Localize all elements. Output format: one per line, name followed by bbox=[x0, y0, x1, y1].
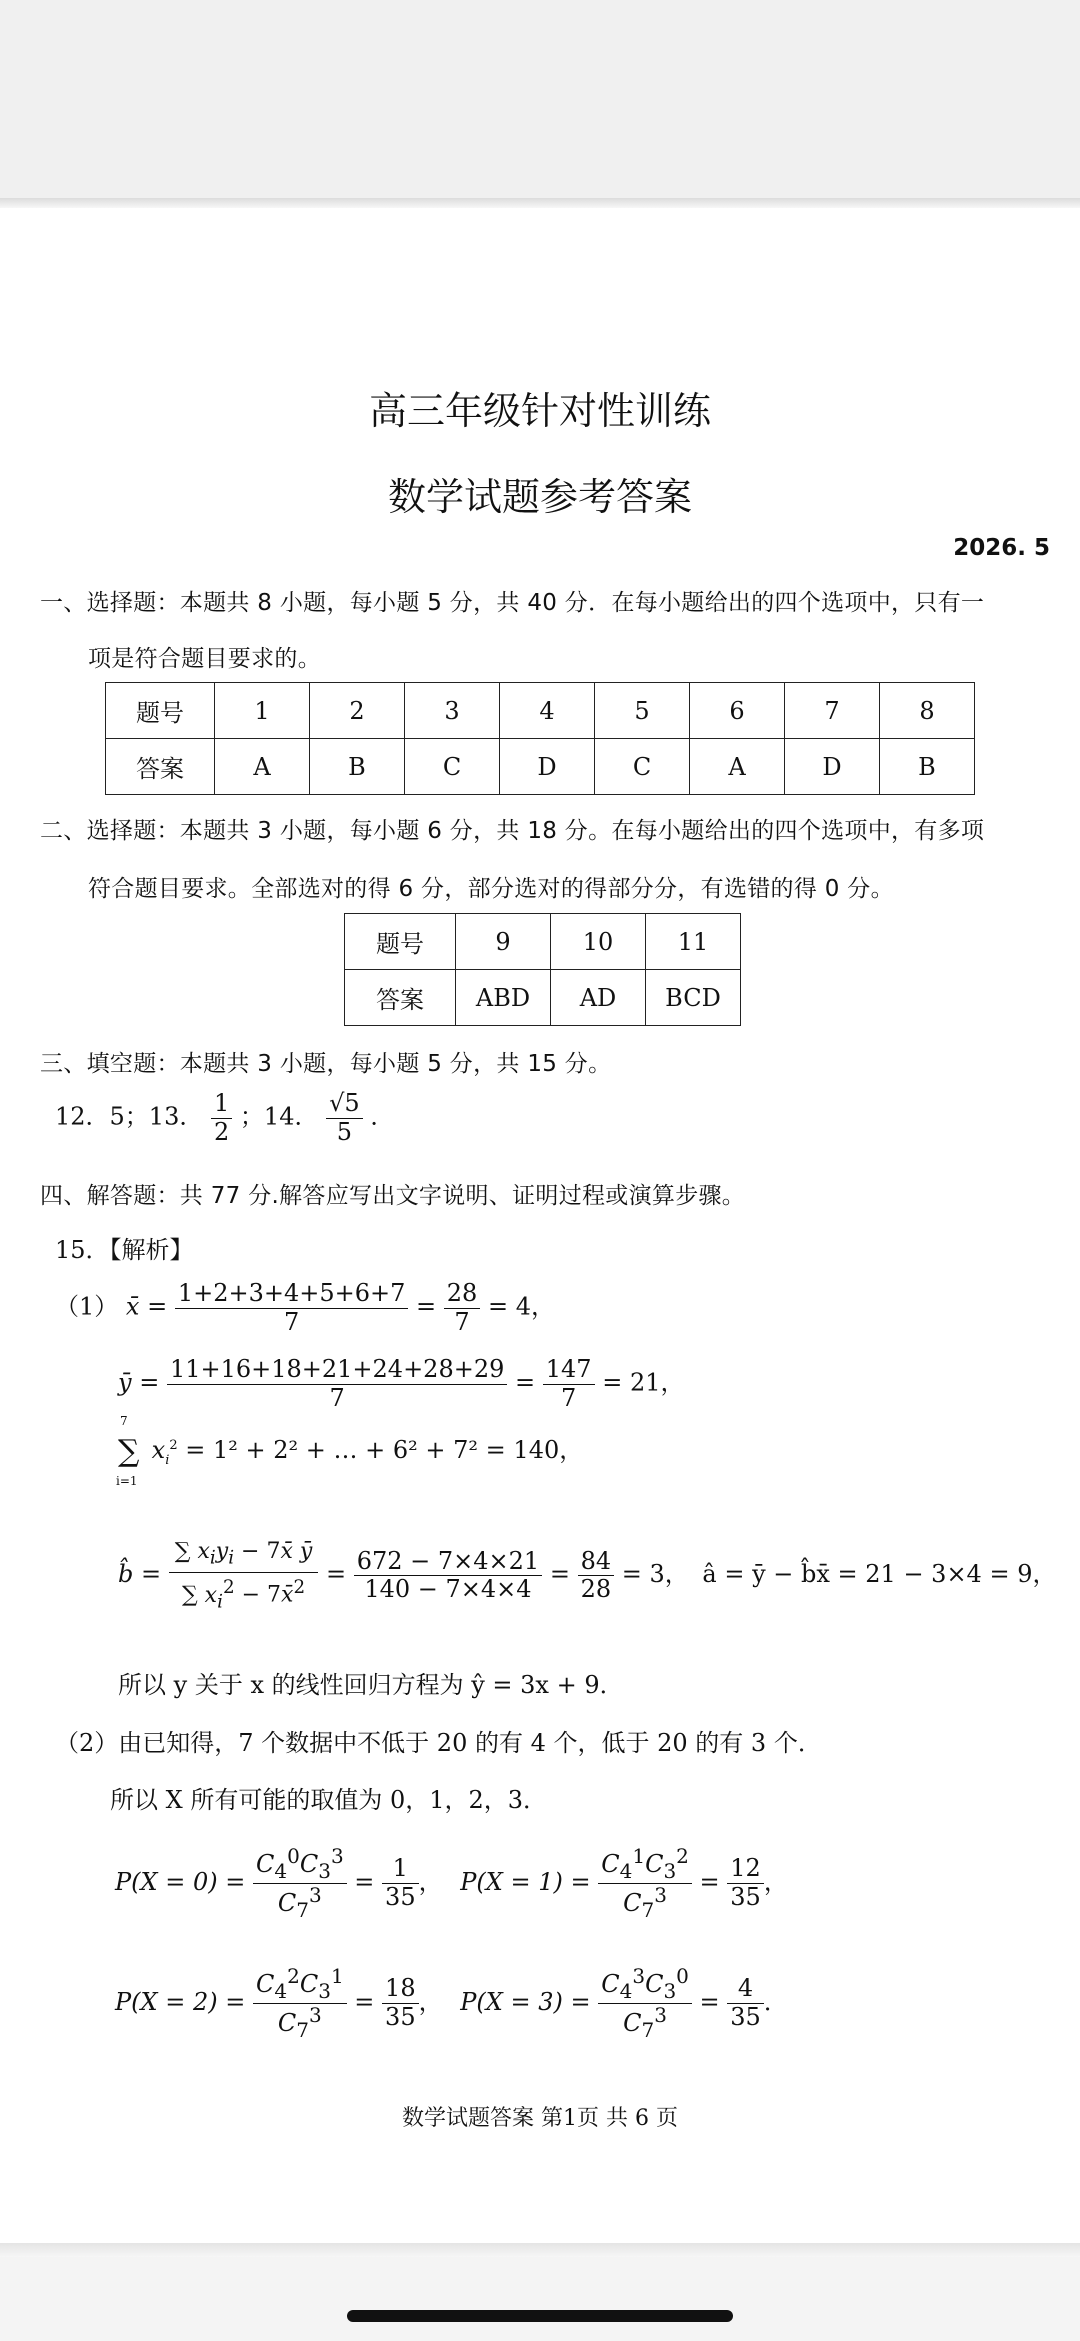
ybar-fraction bbox=[167, 1356, 507, 1412]
fraction-denominator: $C_7^3$ bbox=[623, 1882, 667, 1922]
fraction-numerator: 147 bbox=[543, 1356, 595, 1385]
p3-result-fraction bbox=[727, 1975, 764, 2031]
table-cell: A bbox=[215, 739, 310, 795]
fraction-numerator: ∑ $x_iy_i$ − 7x̄ ȳ bbox=[169, 1535, 319, 1573]
section3-heading: 三、填空题：本题共 3 小题，每小题 5 分，共 15 分。 bbox=[40, 1051, 612, 1077]
table-cell: 6 bbox=[690, 683, 785, 739]
possible-values-line: 所以 X 所有可能的取值为 0，1，2，3． bbox=[110, 1786, 548, 1814]
p3-combination-fraction bbox=[598, 1965, 692, 2042]
p2-combination-fraction bbox=[253, 1965, 347, 2042]
fraction-denominator: 35 bbox=[730, 1882, 761, 1911]
table-header-cell: 题号 bbox=[345, 914, 456, 970]
fraction-numerator: 84 bbox=[578, 1548, 615, 1577]
q12-answer: 12．5；13． bbox=[55, 1102, 204, 1131]
table-row bbox=[345, 914, 741, 970]
fraction-denominator: 35 bbox=[730, 2002, 761, 2031]
fraction-denominator: 7 bbox=[561, 1383, 577, 1412]
document-title: 高三年级针对性训练 bbox=[368, 389, 711, 433]
section2-heading: 二、选择题：本题共 3 小题，每小题 6 分，共 18 分。在每小题给出的四个选项中，有多项 bbox=[40, 818, 985, 844]
fraction-denominator: 35 bbox=[385, 2002, 416, 2031]
section2-heading-cont: 符合题目要求。全部选对的得 6 分，部分选对的得部分分，有选错的得 0 分。 bbox=[88, 876, 894, 902]
table-header-cell: 答案 bbox=[345, 970, 456, 1026]
fraction-denominator: $C_7^3$ bbox=[623, 2002, 667, 2042]
prob-row-1: P(X = 0) = $\frac{C_4^0C_3^3}{C_7^3}$ = $\frac{1}{35}$ ， P(X = 1) = $\frac{C_4^1C_3^2}{C_7^3}$ = $\frac{12}{35}$ ， bbox=[115, 1844, 788, 1922]
sigma-symbol: 7 ∑ i=1 bbox=[116, 1413, 140, 1488]
table-cell: 11 bbox=[646, 914, 741, 970]
p1-combination-fraction bbox=[598, 1845, 692, 1922]
section1-answer-table bbox=[105, 682, 975, 795]
viewer-top-bar bbox=[0, 0, 1080, 205]
table-header-cell: 题号 bbox=[106, 683, 215, 739]
fraction-numerator: 1 bbox=[382, 1855, 419, 1884]
fraction-denominator: 35 bbox=[385, 1882, 416, 1911]
home-indicator[interactable] bbox=[347, 2310, 733, 2322]
fraction-numerator: 4 bbox=[727, 1975, 764, 2004]
table-cell: 5 bbox=[595, 683, 690, 739]
bhat-equation: b̂ = $\frac{\sum x_iy_i - 7x̄ ȳ}{\sum x_i^2 - 7x̄^2}$ = $\frac{672 - 7\times 4\times 21}{140 - 7\times 4\times 4}$ = $\frac{84}{28}$ = 3， â = ȳ − b̂x̄ = 21 − 3×4 = 9， bbox=[118, 1535, 1056, 1616]
p3-label: P(X = 3) = bbox=[460, 1987, 591, 2016]
fraction-numerator: $C_4^1C_3^2$ bbox=[598, 1845, 692, 1884]
table-cell: D bbox=[785, 739, 880, 795]
fraction-numerator: 672 − 7×4×21 bbox=[354, 1548, 542, 1577]
table-cell: 4 bbox=[500, 683, 595, 739]
table-cell: AD bbox=[551, 970, 646, 1026]
fraction-numerator: 1 bbox=[211, 1090, 232, 1119]
table-row bbox=[106, 739, 975, 795]
table-row bbox=[106, 683, 975, 739]
p0-label: P(X = 0) = bbox=[115, 1867, 246, 1896]
fraction-numerator: 12 bbox=[727, 1855, 764, 1884]
prob-row-2: P(X = 2) = $\frac{C_4^2C_3^1}{C_7^3}$ = $\frac{18}{35}$ ， P(X = 3) = $\frac{C_4^3C_3^0}{C_7^3}$ = $\frac{4}{35}$ ． bbox=[115, 1964, 788, 2042]
table-cell: 3 bbox=[405, 683, 500, 739]
document-subtitle: 数学试题参考答案 bbox=[387, 475, 692, 519]
table-header-cell: 答案 bbox=[106, 739, 215, 795]
fraction-numerator: $C_4^0C_3^3$ bbox=[253, 1845, 347, 1884]
fraction-denominator: $C_7^3$ bbox=[277, 1882, 322, 1922]
fraction-denominator: 28 bbox=[580, 1575, 612, 1604]
p1-result-fraction bbox=[727, 1855, 764, 1911]
table-cell: 10 bbox=[551, 914, 646, 970]
page-footer: 数学试题答案 第1页 共 6 页 bbox=[402, 2106, 678, 2131]
p2-label: P(X = 2) = bbox=[115, 1987, 246, 2016]
p0-result-fraction bbox=[382, 1855, 419, 1911]
p2-result-fraction bbox=[382, 1975, 419, 2031]
fraction-denominator: 7 bbox=[283, 1307, 300, 1336]
bhat-formula-fraction bbox=[169, 1535, 319, 1616]
page-bottom-shadow bbox=[0, 2243, 1080, 2257]
table-cell: B bbox=[880, 739, 975, 795]
fraction-denominator: 140 − 7×4×4 bbox=[364, 1575, 532, 1604]
fraction-denominator: ∑ $x_i^2$ − 7x̄$^2$ bbox=[181, 1577, 306, 1613]
document-date: 2026. 5 bbox=[953, 535, 1050, 561]
part1-label: （1） bbox=[55, 1292, 119, 1321]
q15-heading: 15．【解析】 bbox=[55, 1236, 194, 1264]
fraction-denominator: 2 bbox=[214, 1117, 230, 1146]
table-row bbox=[345, 970, 741, 1026]
page-top-shadow bbox=[0, 198, 1080, 208]
table-cell: 1 bbox=[215, 683, 310, 739]
ybar-value: = 21， bbox=[602, 1368, 685, 1397]
p1-label: P(X = 1) = bbox=[460, 1867, 591, 1896]
viewer-bottom-bar bbox=[0, 2243, 1080, 2341]
section4-heading: 四、解答题：共 77 分.解答应写出文字说明、证明过程或演算步骤。 bbox=[40, 1183, 746, 1209]
fraction-denominator: $C_7^3$ bbox=[277, 2002, 322, 2042]
fraction-denominator: 7 bbox=[454, 1307, 470, 1336]
section1-heading-cont: 项是符合题目要求的。 bbox=[88, 646, 321, 672]
p0-combination-fraction bbox=[253, 1845, 347, 1922]
fraction-numerator: 18 bbox=[382, 1975, 419, 2004]
xbar-value: = 4， bbox=[487, 1292, 555, 1321]
table-cell: C bbox=[405, 739, 500, 795]
xbar-fraction bbox=[175, 1280, 409, 1336]
table-cell: D bbox=[500, 739, 595, 795]
regression-conclusion: 所以 y 关于 x 的线性回归方程为 ŷ = 3x + 9． bbox=[118, 1671, 624, 1699]
fraction-numerator: 1+2+3+4+5+6+7 bbox=[175, 1280, 409, 1309]
q14-label: ；14． bbox=[239, 1102, 319, 1131]
fraction-numerator: √5 bbox=[326, 1090, 363, 1119]
section1-heading: 一、选择题：本题共 8 小题，每小题 5 分，共 40 分．在每小题给出的四个选项中，只有一 bbox=[40, 590, 985, 616]
bhat-value: = 3， bbox=[621, 1560, 689, 1589]
table-cell: ABD bbox=[456, 970, 551, 1026]
ybar-equation: ȳ = $\frac{11+16+18+21+24+28+29}{7}$ = $\frac{147}{7}$ = 21， bbox=[118, 1355, 685, 1412]
table-cell: 9 bbox=[456, 914, 551, 970]
table-cell: BCD bbox=[646, 970, 741, 1026]
ahat-equation: â = ȳ − b̂x̄ = 21 − 3×4 = 9， bbox=[702, 1560, 1057, 1589]
table-cell: C bbox=[595, 739, 690, 795]
table-cell: 2 bbox=[310, 683, 405, 739]
table-cell: B bbox=[310, 739, 405, 795]
q13-fraction bbox=[211, 1090, 232, 1146]
fraction-numerator: 28 bbox=[444, 1280, 481, 1309]
fill-in-answers: 12．5；13． $\frac{1}{2}$ ；14． $\frac{√5}{5}$ ． bbox=[55, 1089, 395, 1146]
part2-statement: （2）由已知得，7 个数据中不低于 20 的有 4 个，低于 20 的有 3 个． bbox=[55, 1729, 822, 1757]
fraction-numerator: $C_4^2C_3^1$ bbox=[253, 1965, 347, 2004]
fraction-numerator: 11+16+18+21+24+28+29 bbox=[167, 1356, 507, 1385]
xbar-result-fraction bbox=[444, 1280, 481, 1336]
bhat-result-fraction bbox=[578, 1548, 615, 1604]
sum-squares-value: = 1² + 2² + … + 6² + 7² = 140， bbox=[185, 1436, 584, 1464]
table-cell: 7 bbox=[785, 683, 880, 739]
q14-fraction bbox=[326, 1090, 363, 1146]
xbar-equation: （1） x̄ = $\frac{1+2+3+4+5+6+7}{7}$ = $\frac{28}{7}$ = 4， bbox=[55, 1279, 555, 1336]
fraction-numerator: $C_4^3C_3^0$ bbox=[598, 1965, 692, 2004]
table-cell: 8 bbox=[880, 683, 975, 739]
table-cell: A bbox=[690, 739, 785, 795]
section2-answer-table bbox=[344, 913, 741, 1026]
bhat-numeric-fraction bbox=[354, 1548, 542, 1604]
fraction-denominator: 7 bbox=[329, 1383, 345, 1412]
sum-squares-equation: 7 ∑ i=1 $x_i^2 = 1^2 + 2^2$ + … + 6² + 7² = 140， bbox=[116, 1413, 584, 1488]
fraction-denominator: 5 bbox=[336, 1117, 353, 1146]
ybar-result-fraction bbox=[543, 1356, 595, 1412]
